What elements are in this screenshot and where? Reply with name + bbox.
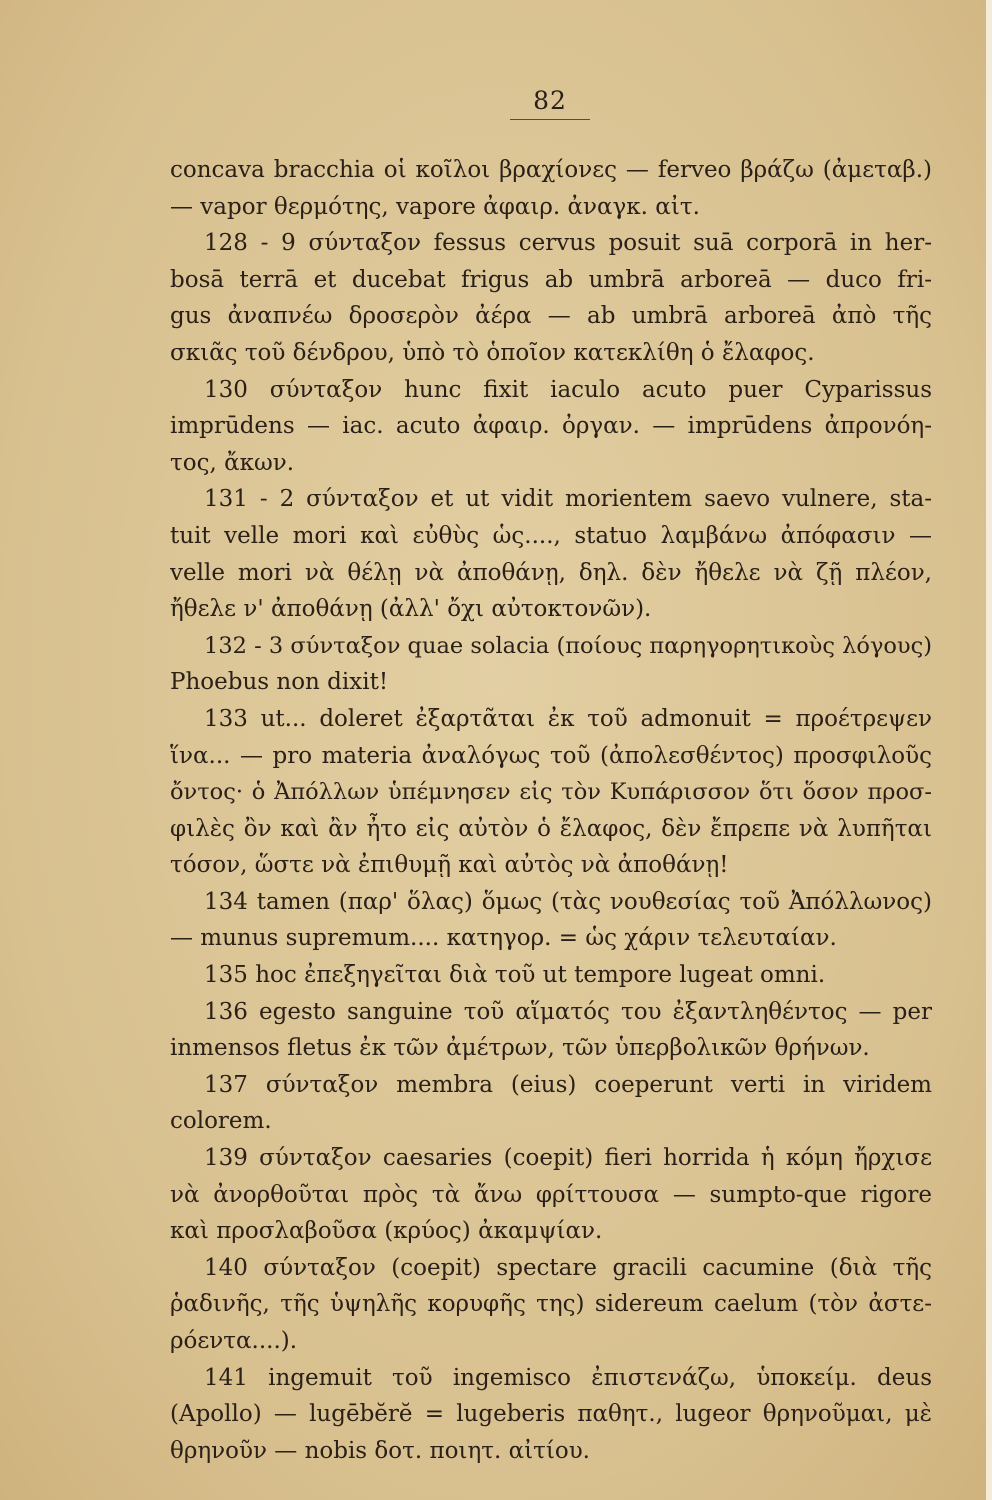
text-line: — munus supremum.... κατηγορ. = ὡς χάριν τελευταίαν. bbox=[170, 925, 837, 952]
text-line: colorem. bbox=[170, 1108, 272, 1135]
text-line: tuit velle mori καὶ εὐθὺς ὡς...., statuo λαμβάνω ἀπόφασιν — bbox=[170, 522, 932, 549]
text-line: 134 tamen (παρ' ὅλας) ὅμως (τὰς νουθεσίας τοῦ Ἀπόλλωνος) bbox=[204, 888, 932, 915]
text-line: concava bracchia οἱ κοῖλοι βραχίονες — ferveo βράζω (ἀμεταβ.) bbox=[170, 157, 932, 183]
text-line: 135 hoc ἐπεξηγεῖται διὰ τοῦ ut tempore lugeat omni. bbox=[204, 962, 826, 989]
text-line: 137 σύνταξον membra (eius) coeperunt verti in viridem bbox=[204, 1071, 932, 1098]
text-line: gus ἀναπνέω δροσερὸν ἀέρα — ab umbrā arboreā ἀπὸ τῆς bbox=[170, 303, 932, 330]
text-line: ρόεντα....). bbox=[170, 1328, 298, 1354]
page-edge bbox=[986, 0, 992, 1500]
text-line: καὶ προσλαβοῦσα (κρύος) ἀκαμψίαν. bbox=[170, 1218, 603, 1245]
text-line: 136 egesto sanguine τοῦ αἵματός του ἐξαντληθέντος — per bbox=[204, 998, 932, 1025]
text-line: φιλὲς ὂν καὶ ἂν ἦτο εἰς αὐτὸν ὁ ἔλαφος, δὲν ἔπρεπε νὰ λυπῆται bbox=[170, 815, 932, 842]
text-line: 131 - 2 σύνταξον et ut vidit morientem saevo vulnere, sta- bbox=[204, 486, 932, 513]
text-line: (Apollo) — lugēbĕrĕ = lugeberis παθητ., lugeor θρηνοῦμαι, μὲ bbox=[170, 1401, 932, 1428]
text-line: — vapor θερμότης, vapore ἀφαιρ. ἀναγκ. αἰτ. bbox=[170, 193, 700, 220]
text-line: τόσον, ὥστε νὰ ἐπιθυμῇ καὶ αὐτὸς νὰ ἀποθάνῃ! bbox=[170, 852, 729, 879]
text-line: 140 σύνταξον (coepit) spectare gracili cacumine (διὰ τῆς bbox=[204, 1254, 932, 1281]
commentary-text bbox=[170, 152, 932, 1469]
text-line: inmensos fletus ἐκ τῶν ἀμέτρων, τῶν ὑπερβολικῶν θρήνων. bbox=[170, 1035, 870, 1062]
text-line: 139 σύνταξον caesaries (coepit) fieri horrida ἡ κόμη ἤρχισε bbox=[204, 1145, 932, 1172]
text-line: 132 - 3 σύνταξον quae solacia (ποίους παρηγορητικοὺς λόγους) bbox=[204, 632, 932, 659]
text-line: τος, ἄκων. bbox=[170, 449, 295, 476]
text-line: 128 - 9 σύνταξον fessus cervus posuit suā corporā in her- bbox=[204, 230, 932, 257]
text-line: ἵνα... — pro materia ἀναλόγως τοῦ (ἀπολεσθέντος) προσφιλοῦς bbox=[170, 742, 932, 769]
text-line: Phoebus non dixit! bbox=[170, 669, 389, 696]
text-line: velle mori νὰ θέλῃ νὰ ἀποθάνῃ, δηλ. δὲν ἤθελε νὰ ζῇ πλέον, bbox=[170, 559, 932, 586]
text-line: σκιᾶς τοῦ δένδρου, ὑπὸ τὸ ὁποῖον κατεκλίθη ὁ ἔλαφος. bbox=[170, 339, 815, 366]
page-number: 82 bbox=[510, 86, 590, 120]
text-line: 141 ingemuit τοῦ ingemisco ἐπιστενάζω, ὑποκείμ. deus bbox=[204, 1364, 932, 1391]
text-line: imprūdens — iac. acuto ἀφαιρ. ὀργαν. — imprūdens ἀπρονόη- bbox=[170, 413, 932, 440]
text-line: 130 σύνταξον hunc fixit iaculo acuto puer Cyparissus bbox=[204, 376, 932, 403]
text-line: ἤθελε ν' ἀποθάνῃ (ἀλλ' ὄχι αὐτοκτονῶν). bbox=[170, 596, 652, 623]
text-line: bosā terrā et ducebat frigus ab umbrā arboreā — duco fri- bbox=[170, 266, 932, 293]
text-line: ὄντος· ὁ Ἀπόλλων ὑπέμνησεν εἰς τὸν Κυπάρισσον ὅτι ὅσον προσ- bbox=[170, 779, 932, 806]
text-line: θρηνοῦν — nobis δοτ. ποιητ. αἰτίου. bbox=[170, 1437, 590, 1464]
text-line: νὰ ἀνορθοῦται πρὸς τὰ ἄνω φρίττουσα — sumpto-que rigore bbox=[170, 1181, 932, 1208]
text-line: 133 ut... doleret ἐξαρτᾶται ἐκ τοῦ admonuit = προέτρεψεν bbox=[204, 705, 932, 732]
text-line: ῥαδινῆς, τῆς ὑψηλῆς κορυφῆς της) sidereum caelum (τὸν ἀστε- bbox=[170, 1291, 932, 1318]
